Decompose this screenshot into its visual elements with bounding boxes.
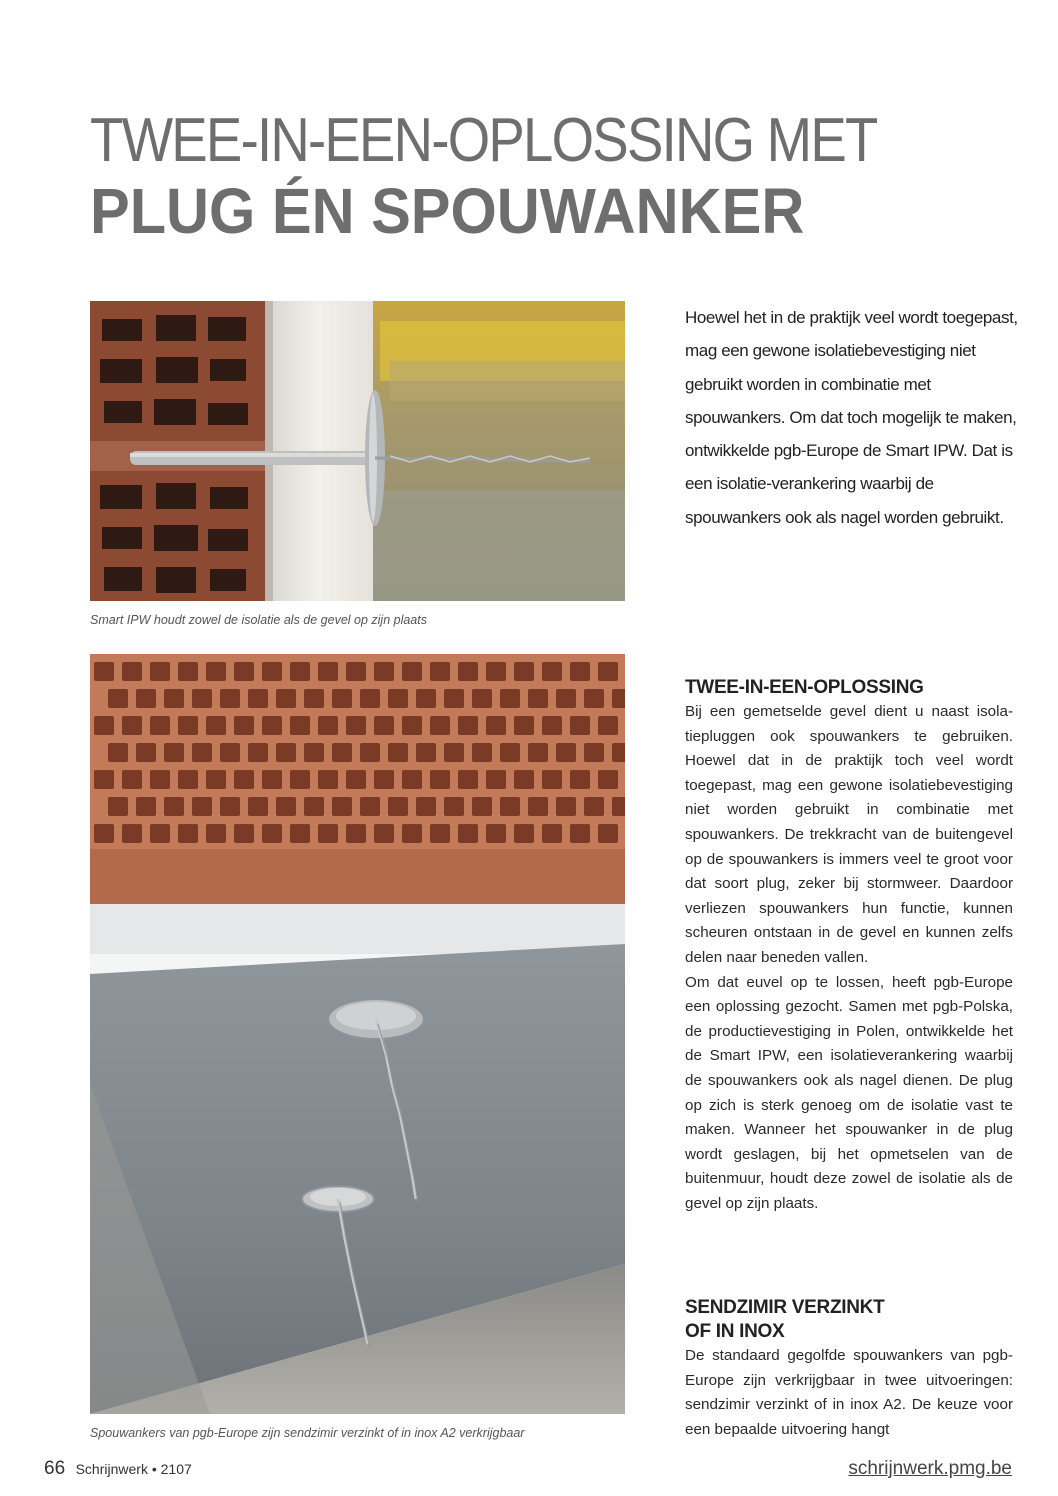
section-heading: SENDZIMIR VERZINKT OF IN INOX: [685, 1297, 885, 1342]
body-paragraph: De standaard gegolfde spouwankers van pgb-Europe zijn verkrijgbaar in twee uitvoeringen: sendzimir verzinkt of in inox A2. De keuze voor een bepaalde uitvoering hangt: [685, 1347, 1013, 1438]
body-paragraph: Bij een gemetselde gevel dient u naast isolatiepluggen ook spouwankers te gebruiken. Hoewel dat in de praktijk toch veel wordt toegepast, mag een gewone isolatiebevestiging niet worden gebruikt in combinatie met spouwankers. De trekkracht van de buitengevel op de spouwankers is immers veel te groot voor dat soort plug, zeker bij stormweer. Daardoor verliezen spouwankers hun functie, kunnen scheuren ontstaan in de gevel en kunnen zelfs delen naar beneden vallen.: [685, 703, 1013, 966]
website-link[interactable]: schrijnwerk.pmg.be: [848, 1458, 1012, 1479]
footer-left: [44, 1458, 192, 1480]
body-paragraph: Om dat euvel op te lossen, heeft pgb-Europe een oplossing gezocht. Samen met pgb-Polska, de productievestiging in Polen, ontwikkelde het de Smart IPW, een isolatieverankering waarbij de spouwankers ook als nagel dienen. De plug op zich is sterk genoeg om de isolatie vast te maken. Wanneer het spouwanker in de plug wordt geslagen, bij het opmetselen van de buitenmuur, houdt deze zowel de isolatie als de gevel op zijn plaats.: [685, 973, 1013, 1212]
section-sendzimir: [685, 1296, 1013, 1442]
photo-insulation-anchor-closeup: [90, 301, 625, 601]
figure-caption-1: Smart IPW houdt zowel de isolatie als de gevel op zijn plaats: [90, 613, 427, 627]
page-number: 66: [44, 1458, 66, 1479]
section-heading: TWEE-IN-EEN-OPLOSSING: [685, 677, 924, 698]
page-title-line-1: TWEE-IN-EEN-OPLOSSING MET: [90, 106, 877, 175]
page-title-line-2: PLUG ÉN SPOUWANKER: [90, 175, 805, 247]
magazine-issue: Schrijnwerk • 2107: [75, 1461, 192, 1477]
intro-paragraph: Hoewel het in de praktijk veel wordt toegepast, mag een gewone isolatiebevestiging niet gebruikt worden in combinatie met spouwankers. Om dat toch mogelijk te maken, ontwikkelde pgb-Europe de Smart IPW. Dat is een isolatie-verankering waarbij de spouwankers ook als nagel worden gebruikt.: [685, 308, 1018, 527]
photo-brick-insulation-anchors: [90, 654, 625, 1414]
section-twee-in-een: [685, 676, 1013, 1216]
figure-caption-2: Spouwankers van pgb-Europe zijn sendzimir verzinkt of in inox A2 verkrijgbaar: [90, 1426, 525, 1440]
